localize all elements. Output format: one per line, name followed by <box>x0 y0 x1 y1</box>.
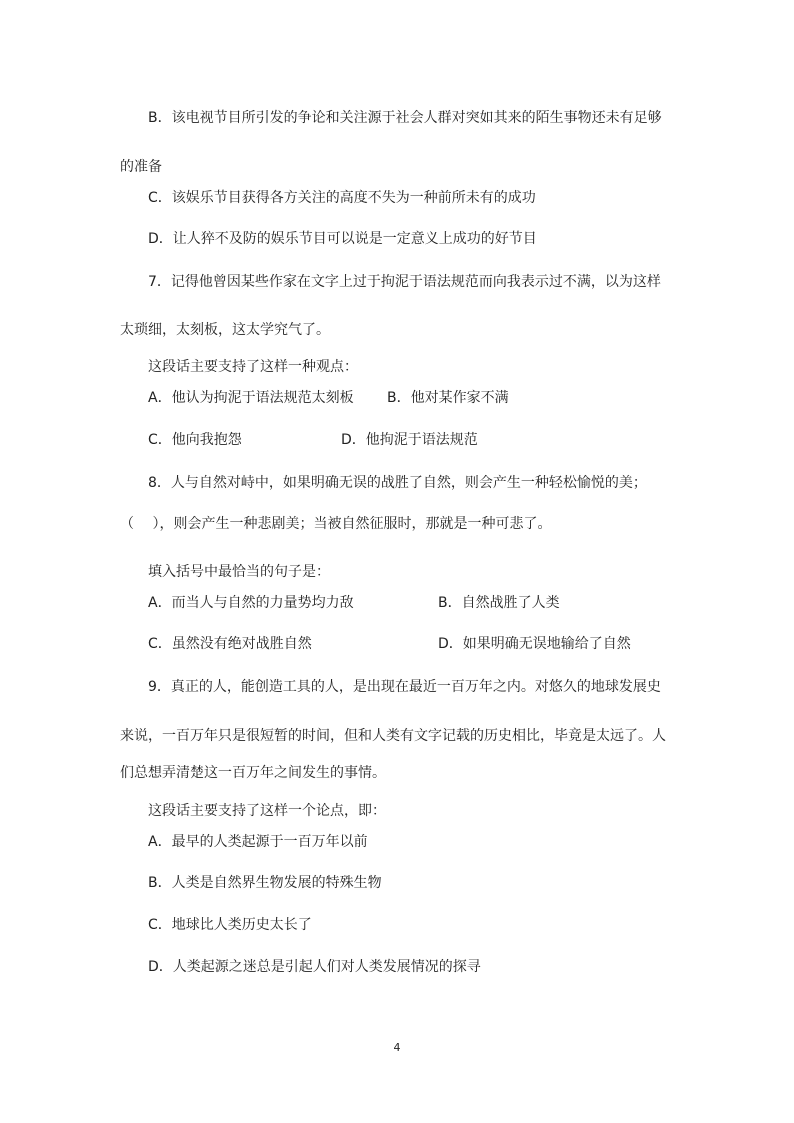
page-number: 4 <box>393 1041 401 1054</box>
q8-option-a: A．而当人与自然的力量势均力敌 <box>148 595 354 611</box>
q8-option-c: C．虽然没有绝对战胜自然 <box>148 636 312 652</box>
q9-stem-line1: 9．真正的人，能创造工具的人，是出现在最近一百万年之内。对悠久的地球发展史 <box>148 679 661 695</box>
q8-stem-line2: （ ），则会产生一种悲剧美；当被自然征服时，那就是一种可悲了。 <box>120 516 552 532</box>
q6-option-c: C．该娱乐节目获得各方关注的高度不失为一种前所未有的成功 <box>148 190 536 206</box>
q9-stem-line2: 来说，一百万年只是很短暂的时间，但和人类有文字记载的历史相比，毕竟是太远了。人 <box>120 728 666 744</box>
q8-stem-line1: 8．人与自然对峙中，如果明确无误的战胜了自然，则会产生一种轻松愉悦的美； <box>148 475 647 491</box>
q9-prompt: 这段话主要支持了这样一个论点，即： <box>148 803 386 819</box>
q7-prompt: 这段话主要支持了这样一种观点： <box>148 359 358 375</box>
q7-option-b: B．他对某作家不满 <box>387 390 509 406</box>
q6-option-d: D．让人猝不及防的娱乐节目可以说是一定意义上成功的好节目 <box>148 231 537 247</box>
q7-stem-line1: 7．记得他曾因某些作家在文字上过于拘泥于语法规范而向我表示过不满，以为这样 <box>148 274 661 290</box>
q9-option-b: B．人类是自然界生物发展的特殊生物 <box>148 875 382 891</box>
q7-stem-line2: 太琐细，太刻板，这太学究气了。 <box>120 322 330 338</box>
q8-option-b: B．自然战胜了人类 <box>438 595 560 611</box>
q6-option-b-line1: B．该电视节目所引发的争论和关注源于社会人群对突如其来的陌生事物还未有足够 <box>148 110 662 126</box>
q6-option-b-line2: 的准备 <box>120 159 162 175</box>
q7-option-c: C．他向我抱怨 <box>148 432 242 448</box>
q7-option-d: D．他拘泥于语法规范 <box>341 432 478 448</box>
q9-option-c: C．地球比人类历史太长了 <box>148 917 312 933</box>
q9-option-a: A．最早的人类起源于一百万年以前 <box>148 834 368 850</box>
q7-option-a: A．他认为拘泥于语法规范太刻板 <box>148 390 354 406</box>
q9-option-d: D．人类起源之迷总是引起人们对人类发展情况的探寻 <box>148 959 481 975</box>
q8-option-d: D．如果明确无误地输给了自然 <box>438 636 631 652</box>
q9-stem-line3: 们总想弄清楚这一百万年之间发生的事情。 <box>120 765 386 781</box>
q8-prompt: 填入括号中最恰当的句子是： <box>148 564 330 580</box>
